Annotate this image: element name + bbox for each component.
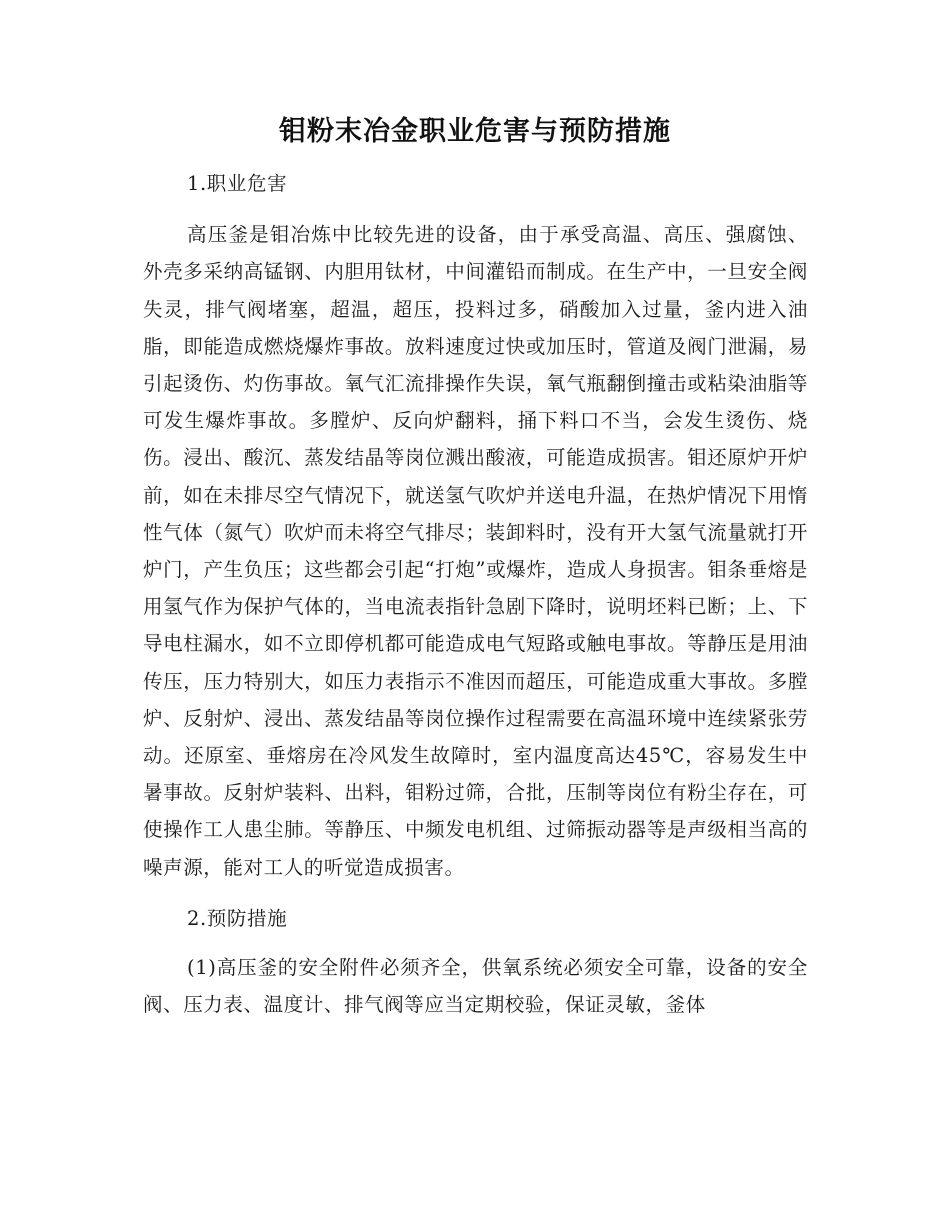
spacer xyxy=(143,202,808,216)
hazards-paragraph: 高压釜是钼冶炼中比较先进的设备，由于承受高温、高压、强腐蚀、外壳多采纳高锰钢、内胆用钛材，中间灌铅而制成。在生产中，一旦安全阀失灵，排气阀堵塞，超温，超压，投料过多，硝酸加入过量，釜内进入油脂，即能造成燃烧爆炸事故。放料速度过快或加压时，管道及阀门泄漏，易引起烫伤、灼伤事故。氧气汇流排操作失误，氧气瓶翻倒撞击或粘染油脂等可发生爆炸事故。多膛炉、反向炉翻料，捅下料口不当，会发生烫伤、烧伤。浸出、酸沉、蒸发结晶等岗位溅出酸液，可能造成损害。钼还原炉开炉前，如在未排尽空气情况下，就送氢气吹炉并送电升温，在热炉情况下用惰性气体（氮气）吹炉而未将空气排尽；装卸料时，没有开大氢气流量就打开炉门，产生负压；这些都会引起“打炮”或爆炸，造成人身损害。钼条垂熔是用氢气作为保护气体的，当电流表指针急剧下降时，说明坯料已断；上、下导电柱漏水，如不立即停机都可能造成电气短路或触电事故。等静压是用油传压，压力特别大，如压力表指示不准因而超压，可能造成重大事故。多膛炉、反射炉、浸出、蒸发结晶等岗位操作过程需要在高温环境中连续紧张劳动。还原室、垂熔房在冷风发生故障时，室内温度高达45℃，容易发生中暑事故。反射炉装料、出料，钼粉过筛，合批，压制等岗位有粉尘存在，可使操作工人患尘肺。等静压、中频发电机组、过筛振动器等是声级相当高的噪声源，能对工人的听觉造成损害。 xyxy=(143,223,808,879)
section-heading-hazards: 1.职业危害 xyxy=(187,172,288,195)
document-title: 钼粉末冶金职业危害与预防措施 xyxy=(279,116,671,147)
prevention-item-1: (1)高压釜的安全附件必须齐全，供氧系统必须安全可靠，设备的安全阀、压力表、温度计、排气阀等应当定期校验，保证灵敏，釜体 xyxy=(143,956,808,1017)
document-body xyxy=(143,165,808,1023)
section-heading-prevention: 2.预防措施 xyxy=(187,906,288,930)
spacer xyxy=(143,937,808,949)
spacer xyxy=(143,886,808,900)
